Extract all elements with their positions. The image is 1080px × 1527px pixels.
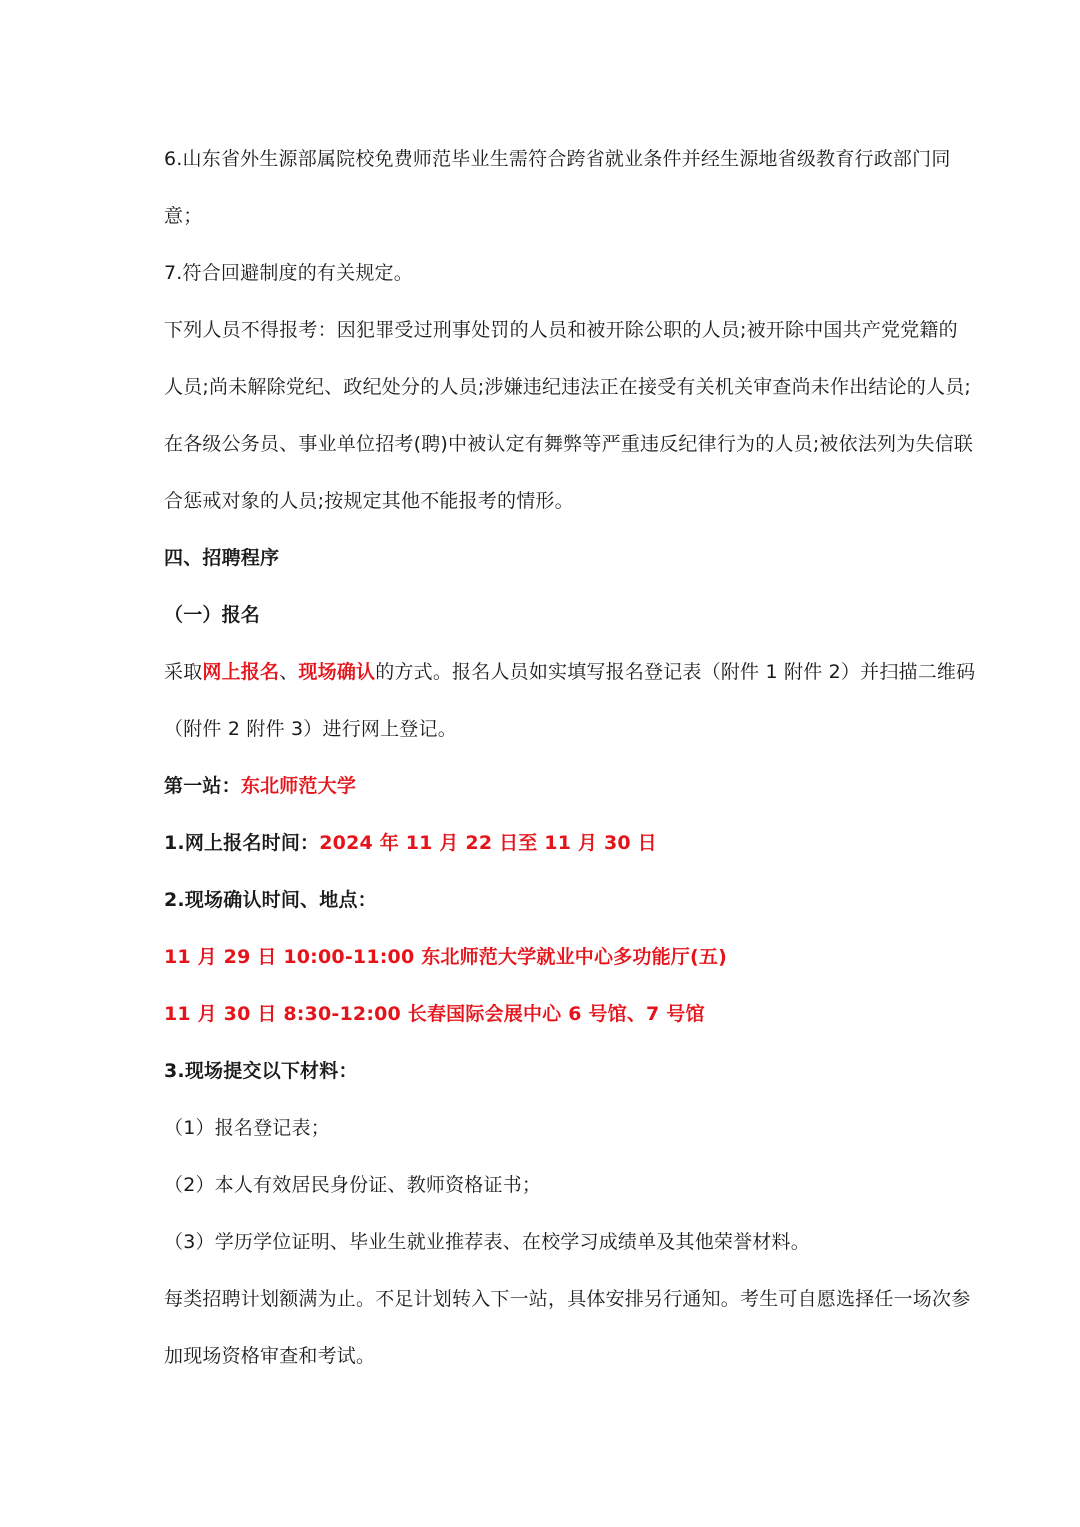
method-online: 网上报名 xyxy=(202,661,280,683)
online-time-label: 1.网上报名时间： xyxy=(164,832,320,854)
excluded-line4: 合惩戒对象的人员;按规定其他不能报考的情形。 xyxy=(164,490,574,512)
method-line1 xyxy=(164,644,976,701)
online-time-line xyxy=(164,815,924,872)
material2: （2）本人有效居民身份证、教师资格证书； xyxy=(164,1174,542,1196)
method-onsite: 现场确认 xyxy=(298,661,376,683)
document-page xyxy=(164,131,976,1385)
item7: 7.符合回避制度的有关规定。 xyxy=(164,262,413,284)
station-name: 东北师范大学 xyxy=(240,775,357,797)
method-line2: （附件 2 附件 3）进行网上登记。 xyxy=(164,718,457,740)
closing-line2: 加现场资格审查和考试。 xyxy=(164,1345,376,1367)
method-sep: 、 xyxy=(279,661,299,683)
excluded-line1: 下列人员不得报考：因犯罪受过刑事处罚的人员和被开除公职的人员;被开除中国共产党党籍的 xyxy=(164,319,958,341)
material3: （3）学历学位证明、毕业生就业推荐表、在校学习成绩单及其他荣誉材料。 xyxy=(164,1231,810,1253)
item6-line1: 6.山东省外生源部属院校免费师范毕业生需符合跨省就业条件并经生源地省级教育行政部门同 xyxy=(164,148,951,170)
onsite-slot1: 11 月 29 日 10:00-11:00 东北师范大学就业中心多功能厅(五) xyxy=(164,946,727,968)
onsite-slot2: 11 月 30 日 8:30-12:00 长春国际会展中心 6 号馆、7 号馆 xyxy=(164,1003,705,1025)
excluded-line2: 人员;尚未解除党纪、政纪处分的人员;涉嫌违纪违法正在接受有关机关审查尚未作出结论的人员; xyxy=(164,376,972,398)
onsite-label: 2.现场确认时间、地点： xyxy=(164,889,377,911)
item6-line2: 意； xyxy=(164,205,203,227)
online-time-value: 2024 年 11 月 22 日至 11 月 30 日 xyxy=(319,832,657,854)
section4-heading: 四、招聘程序 xyxy=(164,547,280,569)
station-line xyxy=(164,758,924,815)
closing-line1: 每类招聘计划额满为止。不足计划转入下一站，具体安排另行通知。考生可自愿选择任一场次参 xyxy=(164,1288,971,1310)
excluded-line3: 在各级公务员、事业单位招考(聘)中被认定有舞弊等严重违反纪律行为的人员;被依法列为失信联 xyxy=(164,433,974,455)
method-rest: 的方式。报名人员如实填写报名登记表（附件 1 附件 2）并扫描二维码 xyxy=(375,661,976,683)
subsection1-heading: （一）报名 xyxy=(164,604,261,626)
material1: （1）报名登记表； xyxy=(164,1117,330,1139)
materials-label: 3.现场提交以下材料： xyxy=(164,1060,358,1082)
station-label: 第一站： xyxy=(164,775,241,797)
method-prefix: 采取 xyxy=(164,661,203,683)
